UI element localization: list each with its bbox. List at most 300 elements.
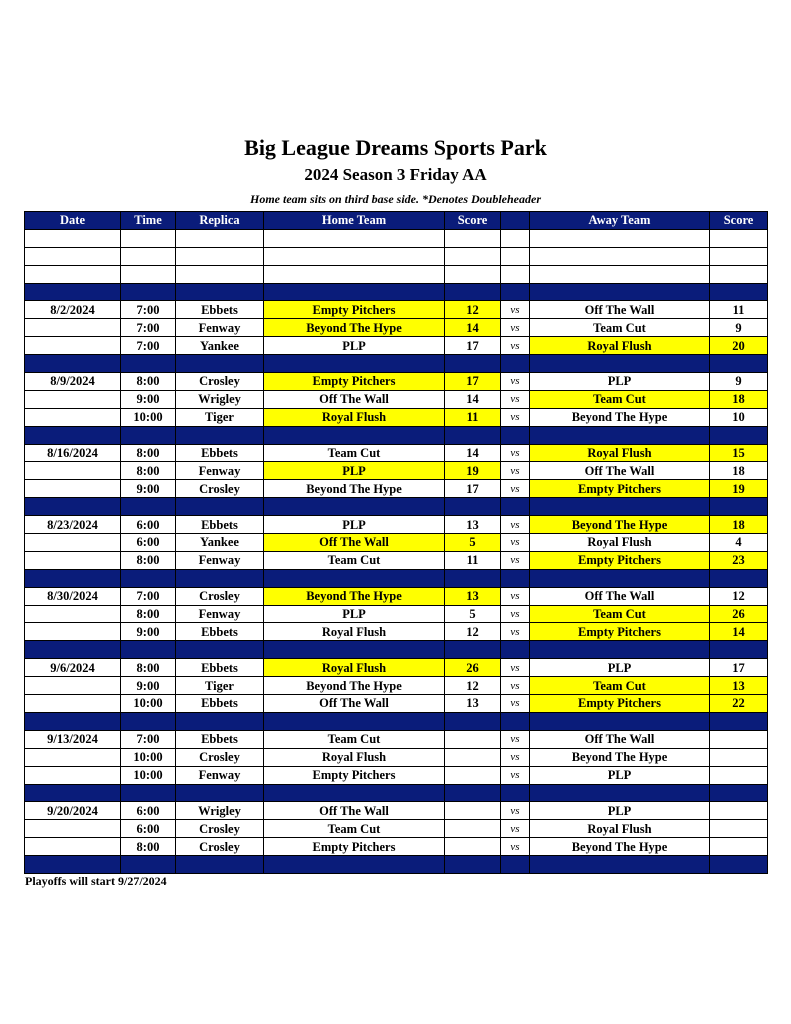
- away-score-cell: [710, 820, 768, 838]
- away-team-cell: Off The Wall: [530, 301, 710, 319]
- date-cell: [25, 677, 121, 695]
- date-cell: 8/30/2024: [25, 587, 121, 605]
- time-cell: 8:00: [121, 373, 176, 391]
- time-cell: 9:00: [121, 677, 176, 695]
- away-score-cell: 23: [710, 551, 768, 569]
- separator-cell: [501, 569, 530, 587]
- separator-row: [25, 712, 768, 730]
- separator-cell: [121, 856, 176, 874]
- separator-cell: [176, 426, 264, 444]
- vs-cell: vs: [501, 516, 530, 534]
- game-row: [25, 695, 768, 713]
- game-row: [25, 337, 768, 355]
- home-team-cell: Royal Flush: [264, 408, 445, 426]
- replica-cell: Wrigley: [176, 390, 264, 408]
- separator-cell: [710, 784, 768, 802]
- home-score-cell: [445, 802, 501, 820]
- separator-cell: [121, 569, 176, 587]
- page-title: Big League Dreams Sports Park: [244, 135, 547, 160]
- away-team-cell: Beyond The Hype: [530, 516, 710, 534]
- separator-cell: [445, 498, 501, 516]
- replica-cell: Crosley: [176, 820, 264, 838]
- empty-cell: [710, 229, 768, 247]
- date-cell: 9/6/2024: [25, 659, 121, 677]
- separator-cell: [501, 355, 530, 373]
- date-cell: [25, 462, 121, 480]
- home-team-cell: Team Cut: [264, 730, 445, 748]
- separator-cell: [501, 784, 530, 802]
- vs-cell: vs: [501, 748, 530, 766]
- away-score-cell: [710, 730, 768, 748]
- replica-cell: Ebbets: [176, 659, 264, 677]
- away-team-cell: Team Cut: [530, 319, 710, 337]
- separator-cell: [176, 856, 264, 874]
- empty-cell: [176, 247, 264, 265]
- home-score-cell: [445, 838, 501, 856]
- separator-cell: [176, 784, 264, 802]
- date-cell: [25, 748, 121, 766]
- home-score-cell: [445, 748, 501, 766]
- vs-cell: vs: [501, 444, 530, 462]
- vs-cell: vs: [501, 462, 530, 480]
- replica-cell: Fenway: [176, 766, 264, 784]
- separator-cell: [710, 426, 768, 444]
- home-score-cell: [445, 730, 501, 748]
- replica-cell: Crosley: [176, 587, 264, 605]
- game-row: [25, 802, 768, 820]
- time-cell: 7:00: [121, 301, 176, 319]
- empty-cell: [530, 265, 710, 283]
- header-home-team: Home Team: [264, 212, 445, 230]
- separator-row: [25, 569, 768, 587]
- replica-cell: Crosley: [176, 480, 264, 498]
- replica-cell: Wrigley: [176, 802, 264, 820]
- replica-cell: Ebbets: [176, 695, 264, 713]
- separator-cell: [25, 426, 121, 444]
- empty-cell: [445, 229, 501, 247]
- home-score-cell: [445, 820, 501, 838]
- away-team-cell: PLP: [530, 766, 710, 784]
- separator-cell: [501, 641, 530, 659]
- vs-cell: vs: [501, 534, 530, 552]
- home-team-cell: Beyond The Hype: [264, 319, 445, 337]
- separator-cell: [25, 856, 121, 874]
- empty-cell: [710, 247, 768, 265]
- empty-cell: [176, 229, 264, 247]
- away-score-cell: [710, 838, 768, 856]
- date-cell: [25, 820, 121, 838]
- separator-cell: [445, 355, 501, 373]
- home-team-cell: Royal Flush: [264, 623, 445, 641]
- separator-cell: [264, 784, 445, 802]
- vs-cell: vs: [501, 587, 530, 605]
- separator-cell: [445, 856, 501, 874]
- away-score-cell: [710, 748, 768, 766]
- page-subtitle: 2024 Season 3 Friday AA: [304, 165, 487, 184]
- game-row: [25, 623, 768, 641]
- vs-cell: vs: [501, 319, 530, 337]
- away-team-cell: Empty Pitchers: [530, 480, 710, 498]
- empty-cell: [530, 229, 710, 247]
- home-team-cell: PLP: [264, 337, 445, 355]
- game-row: [25, 462, 768, 480]
- game-row: [25, 659, 768, 677]
- replica-cell: Fenway: [176, 319, 264, 337]
- separator-cell: [530, 498, 710, 516]
- away-team-cell: Royal Flush: [530, 820, 710, 838]
- separator-row: [25, 498, 768, 516]
- home-team-cell: Empty Pitchers: [264, 838, 445, 856]
- away-score-cell: 9: [710, 373, 768, 391]
- empty-cell: [264, 265, 445, 283]
- separator-cell: [501, 856, 530, 874]
- away-score-cell: 17: [710, 659, 768, 677]
- away-team-cell: PLP: [530, 802, 710, 820]
- replica-cell: Ebbets: [176, 301, 264, 319]
- home-score-cell: 19: [445, 462, 501, 480]
- replica-cell: Fenway: [176, 462, 264, 480]
- game-row: [25, 551, 768, 569]
- vs-cell: vs: [501, 730, 530, 748]
- vs-cell: vs: [501, 605, 530, 623]
- away-team-cell: Team Cut: [530, 677, 710, 695]
- vs-cell: vs: [501, 337, 530, 355]
- date-cell: [25, 695, 121, 713]
- home-score-cell: 12: [445, 677, 501, 695]
- separator-cell: [501, 426, 530, 444]
- separator-cell: [445, 569, 501, 587]
- separator-cell: [710, 712, 768, 730]
- separator-cell: [445, 283, 501, 301]
- empty-cell: [501, 247, 530, 265]
- home-team-cell: Off The Wall: [264, 802, 445, 820]
- separator-cell: [25, 569, 121, 587]
- replica-cell: Yankee: [176, 337, 264, 355]
- home-team-cell: Empty Pitchers: [264, 301, 445, 319]
- away-score-cell: 9: [710, 319, 768, 337]
- home-team-cell: PLP: [264, 462, 445, 480]
- empty-cell: [501, 229, 530, 247]
- time-cell: 10:00: [121, 748, 176, 766]
- header-replica: Replica: [176, 212, 264, 230]
- home-score-cell: 17: [445, 373, 501, 391]
- vs-cell: vs: [501, 551, 530, 569]
- game-row: [25, 820, 768, 838]
- away-team-cell: Off The Wall: [530, 462, 710, 480]
- vs-cell: vs: [501, 766, 530, 784]
- date-cell: 9/20/2024: [25, 802, 121, 820]
- time-cell: 8:00: [121, 838, 176, 856]
- away-score-cell: 18: [710, 516, 768, 534]
- separator-cell: [264, 498, 445, 516]
- away-team-cell: Team Cut: [530, 605, 710, 623]
- separator-cell: [264, 283, 445, 301]
- separator-cell: [710, 641, 768, 659]
- away-score-cell: 11: [710, 301, 768, 319]
- away-team-cell: Royal Flush: [530, 444, 710, 462]
- separator-cell: [121, 426, 176, 444]
- empty-cell: [530, 247, 710, 265]
- separator-cell: [176, 569, 264, 587]
- date-cell: [25, 605, 121, 623]
- separator-cell: [501, 498, 530, 516]
- home-score-cell: [445, 766, 501, 784]
- separator-cell: [121, 712, 176, 730]
- time-cell: 10:00: [121, 695, 176, 713]
- home-team-cell: Team Cut: [264, 820, 445, 838]
- separator-cell: [445, 641, 501, 659]
- home-score-cell: 26: [445, 659, 501, 677]
- separator-cell: [121, 355, 176, 373]
- away-team-cell: Beyond The Hype: [530, 748, 710, 766]
- replica-cell: Crosley: [176, 748, 264, 766]
- away-team-cell: Empty Pitchers: [530, 695, 710, 713]
- vs-cell: vs: [501, 390, 530, 408]
- separator-cell: [710, 498, 768, 516]
- game-row: [25, 444, 768, 462]
- separator-cell: [25, 283, 121, 301]
- game-row: [25, 605, 768, 623]
- home-score-cell: 17: [445, 337, 501, 355]
- home-score-cell: 17: [445, 480, 501, 498]
- away-team-cell: Royal Flush: [530, 337, 710, 355]
- home-team-cell: Royal Flush: [264, 748, 445, 766]
- separator-cell: [176, 641, 264, 659]
- date-cell: 9/13/2024: [25, 730, 121, 748]
- home-team-cell: Empty Pitchers: [264, 373, 445, 391]
- date-cell: [25, 838, 121, 856]
- replica-cell: Ebbets: [176, 516, 264, 534]
- away-score-cell: 10: [710, 408, 768, 426]
- empty-cell: [121, 229, 176, 247]
- vs-cell: vs: [501, 677, 530, 695]
- replica-cell: Yankee: [176, 534, 264, 552]
- separator-row: [25, 856, 768, 874]
- separator-cell: [121, 784, 176, 802]
- home-team-cell: Team Cut: [264, 444, 445, 462]
- game-row: [25, 587, 768, 605]
- schedule-table: [24, 211, 768, 874]
- separator-cell: [264, 426, 445, 444]
- separator-cell: [264, 641, 445, 659]
- replica-cell: Ebbets: [176, 730, 264, 748]
- away-team-cell: Empty Pitchers: [530, 623, 710, 641]
- separator-cell: [445, 784, 501, 802]
- home-team-cell: PLP: [264, 605, 445, 623]
- separator-cell: [264, 355, 445, 373]
- date-cell: [25, 766, 121, 784]
- away-team-cell: Beyond The Hype: [530, 408, 710, 426]
- away-score-cell: 26: [710, 605, 768, 623]
- separator-cell: [264, 856, 445, 874]
- vs-cell: vs: [501, 802, 530, 820]
- empty-cell: [121, 247, 176, 265]
- game-row: [25, 480, 768, 498]
- separator-cell: [25, 498, 121, 516]
- home-score-cell: 5: [445, 534, 501, 552]
- replica-cell: Fenway: [176, 605, 264, 623]
- vs-cell: vs: [501, 659, 530, 677]
- separator-cell: [710, 283, 768, 301]
- time-cell: 6:00: [121, 534, 176, 552]
- game-row: [25, 408, 768, 426]
- header-away-team: Away Team: [530, 212, 710, 230]
- away-score-cell: 22: [710, 695, 768, 713]
- separator-cell: [176, 712, 264, 730]
- empty-cell: [121, 265, 176, 283]
- vs-cell: vs: [501, 301, 530, 319]
- game-row: [25, 534, 768, 552]
- away-team-cell: Off The Wall: [530, 587, 710, 605]
- time-cell: 8:00: [121, 605, 176, 623]
- empty-cell: [264, 229, 445, 247]
- time-cell: 7:00: [121, 730, 176, 748]
- replica-cell: Crosley: [176, 838, 264, 856]
- empty-cell: [176, 265, 264, 283]
- date-cell: 8/16/2024: [25, 444, 121, 462]
- separator-cell: [530, 712, 710, 730]
- separator-cell: [710, 355, 768, 373]
- away-score-cell: 12: [710, 587, 768, 605]
- separator-row: [25, 784, 768, 802]
- date-cell: [25, 408, 121, 426]
- home-score-cell: 13: [445, 695, 501, 713]
- separator-cell: [25, 355, 121, 373]
- separator-cell: [501, 712, 530, 730]
- game-row: [25, 319, 768, 337]
- empty-row: [25, 247, 768, 265]
- separator-cell: [530, 355, 710, 373]
- home-score-cell: 14: [445, 390, 501, 408]
- away-team-cell: Royal Flush: [530, 534, 710, 552]
- away-team-cell: Empty Pitchers: [530, 551, 710, 569]
- header-home-score: Score: [445, 212, 501, 230]
- home-team-cell: Royal Flush: [264, 659, 445, 677]
- away-score-cell: 19: [710, 480, 768, 498]
- separator-row: [25, 283, 768, 301]
- home-team-cell: Beyond The Hype: [264, 587, 445, 605]
- date-cell: 8/9/2024: [25, 373, 121, 391]
- separator-cell: [710, 856, 768, 874]
- home-score-cell: 12: [445, 623, 501, 641]
- time-cell: 8:00: [121, 462, 176, 480]
- separator-cell: [445, 426, 501, 444]
- away-score-cell: 18: [710, 462, 768, 480]
- empty-cell: [264, 247, 445, 265]
- time-cell: 8:00: [121, 444, 176, 462]
- separator-cell: [176, 498, 264, 516]
- time-cell: 7:00: [121, 337, 176, 355]
- vs-cell: vs: [501, 480, 530, 498]
- separator-cell: [264, 712, 445, 730]
- time-cell: 6:00: [121, 802, 176, 820]
- date-cell: 8/2/2024: [25, 301, 121, 319]
- separator-cell: [530, 283, 710, 301]
- game-row: [25, 677, 768, 695]
- separator-cell: [264, 569, 445, 587]
- away-score-cell: 13: [710, 677, 768, 695]
- time-cell: 6:00: [121, 820, 176, 838]
- time-cell: 9:00: [121, 390, 176, 408]
- away-score-cell: 15: [710, 444, 768, 462]
- date-cell: [25, 319, 121, 337]
- header-date: Date: [25, 212, 121, 230]
- replica-cell: Ebbets: [176, 444, 264, 462]
- replica-cell: Ebbets: [176, 623, 264, 641]
- away-score-cell: [710, 766, 768, 784]
- empty-cell: [25, 247, 121, 265]
- game-row: [25, 301, 768, 319]
- away-score-cell: [710, 802, 768, 820]
- time-cell: 6:00: [121, 516, 176, 534]
- replica-cell: Tiger: [176, 408, 264, 426]
- replica-cell: Fenway: [176, 551, 264, 569]
- empty-cell: [445, 247, 501, 265]
- page-note: Home team sits on third base side. *Denotes Doubleheader: [250, 192, 541, 206]
- separator-cell: [710, 569, 768, 587]
- away-team-cell: PLP: [530, 373, 710, 391]
- game-row: [25, 516, 768, 534]
- empty-cell: [501, 265, 530, 283]
- separator-cell: [176, 283, 264, 301]
- away-score-cell: 4: [710, 534, 768, 552]
- date-cell: [25, 551, 121, 569]
- separator-cell: [25, 784, 121, 802]
- away-team-cell: Team Cut: [530, 390, 710, 408]
- header-row: [25, 212, 768, 230]
- time-cell: 7:00: [121, 319, 176, 337]
- vs-cell: vs: [501, 373, 530, 391]
- away-score-cell: 14: [710, 623, 768, 641]
- empty-row: [25, 265, 768, 283]
- date-cell: [25, 337, 121, 355]
- time-cell: 8:00: [121, 659, 176, 677]
- home-team-cell: Off The Wall: [264, 390, 445, 408]
- time-cell: 9:00: [121, 480, 176, 498]
- empty-cell: [25, 265, 121, 283]
- home-team-cell: Off The Wall: [264, 695, 445, 713]
- home-team-cell: Team Cut: [264, 551, 445, 569]
- separator-cell: [530, 641, 710, 659]
- empty-cell: [25, 229, 121, 247]
- separator-cell: [121, 641, 176, 659]
- date-cell: [25, 390, 121, 408]
- date-cell: [25, 623, 121, 641]
- home-score-cell: 14: [445, 444, 501, 462]
- header-away-score: Score: [710, 212, 768, 230]
- away-team-cell: Beyond The Hype: [530, 838, 710, 856]
- separator-cell: [530, 569, 710, 587]
- away-team-cell: Off The Wall: [530, 730, 710, 748]
- empty-row: [25, 229, 768, 247]
- game-row: [25, 748, 768, 766]
- vs-cell: vs: [501, 695, 530, 713]
- away-score-cell: 18: [710, 390, 768, 408]
- time-cell: 8:00: [121, 551, 176, 569]
- separator-cell: [25, 712, 121, 730]
- home-score-cell: 5: [445, 605, 501, 623]
- away-team-cell: PLP: [530, 659, 710, 677]
- separator-cell: [530, 784, 710, 802]
- vs-cell: vs: [501, 838, 530, 856]
- time-cell: 10:00: [121, 766, 176, 784]
- separator-cell: [25, 641, 121, 659]
- game-row: [25, 390, 768, 408]
- header-vs: [501, 212, 530, 230]
- game-row: [25, 838, 768, 856]
- game-row: [25, 766, 768, 784]
- game-row: [25, 373, 768, 391]
